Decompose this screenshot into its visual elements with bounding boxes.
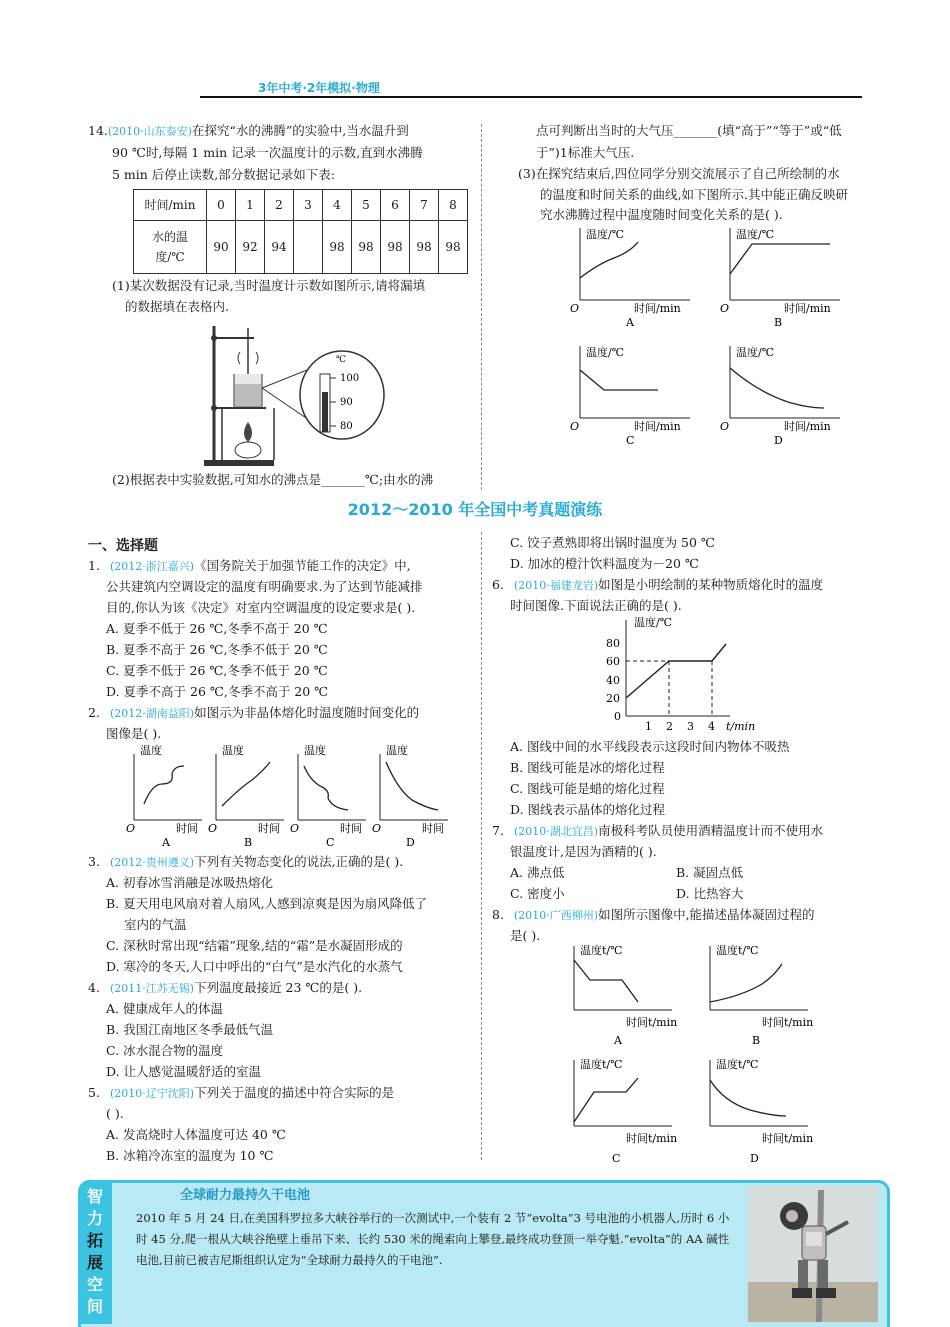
q5-option-d: D. 加冰的橙汁饮料温度为－20 ℃ [510,556,699,571]
graph-x-label: 时间 [176,822,198,835]
table-cell: 3 [294,190,323,221]
q6-option-c: C. 图线可能是蜡的熔化过程 [510,781,665,796]
graph-x-label: 时间t/min [626,1132,678,1145]
q5-source: (2010·辽宁沈阳) [110,1087,195,1100]
subsection-title: 一、选择题 [88,538,158,554]
q7-source: (2010·湖北宜昌) [514,825,599,838]
q14-graph-a [570,227,690,329]
footer-side-char: 智 [86,1187,103,1206]
section-title: 2012～2010 年全国中考真题演练 [347,500,603,519]
graph-x-label: 时间 [422,822,444,835]
graph-x-label: 时间 [258,822,280,835]
q8-graph-d [710,1057,813,1165]
q5-option-c: C. 饺子煮熟即将出锅时温度为 50 ℃ [510,535,715,550]
graph-x-label: 时间t/min [762,1132,814,1145]
footer-side-char: 空 [86,1275,103,1294]
q3-option-a: A. 初春冰雪消融是冰吸热熔化 [106,875,273,890]
table-cell: 8 [439,190,468,221]
boiling-apparatus-figure [196,322,396,470]
graph-origin: O [720,302,730,315]
graph-label-c: C [326,836,335,849]
q14-part3-line2: 的温度和时间关系的曲线,如下图所示.其中能正确反映研 [540,187,848,202]
graph-label-b: B [774,316,783,329]
y-tick-40: 40 [606,674,620,687]
q14-number: 14. [88,123,108,138]
graph-y-label: 温度 [140,744,162,757]
q2-text: 如图示为非晶体熔化时温度随时间变化的 [194,705,420,720]
q5-number: 5. [88,1085,100,1100]
q8-line2: 是( ). [510,928,541,943]
table-header-temp [134,221,207,274]
q8-graphs [566,940,836,1168]
q7-option-d: D. 比热容大 [676,886,744,901]
q3-option-d: D. 寒冷的冬天,人口中呼出的“白气”是水汽化的水蒸气 [106,959,403,974]
q2-line1 [88,703,419,724]
q4-line1 [88,978,362,999]
y-tick-20: 20 [606,692,620,705]
q3-option-b: B. 夏天用电风扇对着人扇风,人感到凉爽是因为扇风降低了 [106,896,428,911]
thermometer-tick-80: 80 [340,421,353,432]
q8-graph-c [574,1057,677,1165]
graph-x-label: 时间/min [784,420,831,433]
graph-y-label: 温度t/℃ [580,944,623,957]
q4-source: (2011·江苏无锡) [110,982,195,995]
graph-label-d: D [774,434,783,447]
table-cell: 92 [236,221,265,274]
q14-line3: 5 min 后停止读数,部分数据记录如下表: [112,167,335,182]
q8-line1 [492,905,815,926]
graph-x-label: 时间 [340,822,362,835]
table-cell: 5 [352,190,381,221]
table-cell: 90 [207,221,236,274]
x-tick-3: 3 [687,720,694,733]
q1-line1 [88,556,411,577]
graph-x-label: 时间t/min [626,1016,678,1029]
x-tick-1: 1 [645,720,652,733]
q14-line2: 90 ℃时,每隔 1 min 记录一次温度计的示数,直到水沸腾 [112,145,423,160]
table-row [134,221,468,274]
q1-option-d: D. 夏季不高于 26 ℃,冬季不高于 20 ℃ [106,684,329,699]
q5-line2: ( ). [106,1106,124,1121]
graph-origin: O [208,822,218,835]
footer-side-char: 间 [86,1297,103,1316]
table-cell: 98 [439,221,468,274]
q2-line2: 图像是( ). [106,726,162,741]
table-cell: 1 [236,190,265,221]
q7-option-b: B. 凝固点低 [676,865,744,880]
q7-number: 7. [492,823,504,838]
q8-text: 如图所示图像中,能描述晶体凝固过程的 [598,907,815,922]
q5-text: 下列关于温度的描述中符合实际的是 [194,1085,395,1100]
thermometer-tick-90: 90 [340,397,353,408]
graph-label-d: D [750,1152,759,1165]
q14-data-table [133,189,468,274]
q6-melting-graph [594,612,794,736]
q14-graph-c [570,345,690,447]
q2-number: 2. [88,705,100,720]
graph-y-label: 温度 [304,744,326,757]
q14-part1-line1: (1)某次数据没有记录,当时温度计示数如图所示,请将漏填 [112,278,426,293]
table-cell: 6 [381,190,410,221]
q3-option-b-cont: 室内的气温 [124,917,187,932]
footer-title: 全球耐力最持久干电池 [180,1188,311,1203]
q6-source: (2010·福建龙岩) [514,579,599,592]
q2-graphs [122,744,462,850]
q6-line2: 时间图像.下面说法正确的是( ). [510,598,682,613]
q14-source: (2010·山东泰安) [107,125,192,138]
table-header-temp-a: 水的温 [151,230,188,244]
q8-graph-b [710,943,813,1047]
q4-number: 4. [88,980,100,995]
x-tick-4: 4 [708,720,715,733]
y-tick-0: 0 [614,710,621,723]
q14-text: 在探究“水的沸腾”的实验中,当水温升到 [191,123,409,138]
footer-side-char: 展 [86,1253,103,1272]
q4-option-b: B. 我国江南地区冬季最低气温 [106,1022,274,1037]
q1-line2: 公共建筑内空调设定的温度有明确要求.为了达到节能减排 [106,579,423,594]
graph-y-label: 温度/℃ [736,346,775,359]
graph-label-b: B [752,1034,761,1047]
q1-number: 1. [88,558,100,573]
table-header-time: 时间/min [134,190,207,221]
table-cell-missing [294,221,323,274]
q2-graph-a [126,744,202,849]
q8-graph-a [574,943,677,1047]
graph-label-a: A [162,836,170,849]
q4-option-c: C. 冰水混合物的温度 [106,1043,224,1058]
graph-y-label: 温度 [222,744,244,757]
q5-option-a: A. 发高烧时人体温度可达 40 ℃ [106,1127,286,1142]
q7-option-c: C. 密度小 [510,886,565,901]
footer-side-label [78,1180,112,1324]
q1-option-c: C. 夏季不低于 26 ℃,冬季不低于 20 ℃ [106,663,328,678]
table-cell: 98 [410,221,439,274]
q6-line1 [492,575,823,596]
q6-number: 6. [492,577,504,592]
graph-x-label: 时间/min [784,302,831,315]
footer-text: 2010 年 5 月 24 日,在美国科罗拉多大峡谷举行的一次测试中,一个装有 2 节“evolta”3 号电池的小机器人,历时 6 小时 45 分,爬一根从大峡谷绝壁上垂吊下来、长约 530 米的绳索向上攀登,最终成功登顶一举夺魁.“evolta”的 AA 碱性电池,目前已被吉尼斯组织认定为“全球耐力最持久的干电池”. [136,1211,730,1267]
footer-side-char: 拓 [86,1231,103,1250]
q1-option-b: B. 夏季不高于 26 ℃,冬季不低于 20 ℃ [106,642,328,657]
q14-part2-line: (2)根据表中实验数据,可知水的沸点是_______℃;由水的沸 [112,472,434,487]
q3-number: 3. [88,854,100,869]
header-title: 3年中考·2年模拟·物理 [258,81,380,95]
graph-y-label: 温度t/℃ [716,1058,759,1071]
q14-part3-line3: 究水沸腾过程中温度随时间变化关系的是( ). [540,207,783,222]
q2-source: (2012·湖南益阳) [110,707,195,720]
graph-origin: O [720,420,730,433]
table-cell: 2 [265,190,294,221]
column-divider-bottom [481,532,482,1160]
q7-line1 [492,821,823,842]
graph-label-a: A [614,1034,622,1047]
q6-text: 如图是小明绘制的某种物质熔化时的温度 [598,577,824,592]
graph-x-label: 时间/min [634,420,681,433]
table-cell: 7 [410,190,439,221]
y-tick-80: 80 [606,637,620,650]
q2-graph-b [208,744,284,849]
thermometer-tick-100: 100 [340,373,360,384]
q8-number: 8. [492,907,504,922]
thermometer-unit: ℃ [336,355,347,365]
table-header-temp-b: 度/℃ [155,250,185,264]
graph-y-label: 温度/℃ [586,346,625,359]
q5-option-b: B. 冰箱冷冻室的温度为 10 ℃ [106,1148,274,1163]
y-tick-60: 60 [606,655,620,668]
graph-y-label: 温度 [386,744,408,757]
q1-line3: 目的,你认为该《决定》对室内空调温度的设定要求是( ). [106,600,416,615]
q7-option-a: A. 沸点低 [510,865,565,880]
q3-text: 下列有关物态变化的说法,正确的是( ). [194,854,404,869]
q14-graph-d [720,345,840,447]
q8-source: (2010·广西柳州) [514,909,599,922]
graph-origin: O [570,302,580,315]
graph-x-label: 时间t/min [762,1016,814,1029]
graph-y-label: 温度/℃ [634,616,673,629]
q3-line1 [88,852,403,873]
q1-text: 《国务院关于加强节能工作的决定》中, [194,558,411,573]
graph-x-label: 时间/min [634,302,681,315]
q1-source: (2012·浙江嘉兴) [110,560,195,573]
column-divider-top [481,124,482,490]
graph-label-c: C [626,434,635,447]
graph-origin: O [570,420,580,433]
q7-line2: 银温度计,是因为酒精的( ). [510,844,657,859]
graph-label-a: A [626,316,634,329]
q4-option-a: A. 健康成年人的体温 [106,1001,223,1016]
footer-side-char: 力 [86,1209,103,1228]
q6-option-a: A. 图线中间的水平线段表示这段时间内物体不吸热 [510,739,790,754]
graph-y-label: 温度t/℃ [580,1058,623,1071]
graph-y-label: 温度t/℃ [716,944,759,957]
table-cell: 98 [381,221,410,274]
graph-label-c: C [612,1152,621,1165]
graph-y-label: 温度/℃ [586,228,625,241]
q2-graph-c [290,744,366,849]
table-cell: 4 [323,190,352,221]
table-cell: 98 [323,221,352,274]
graph-y-label: 温度/℃ [736,228,775,241]
q14-line1 [88,121,409,142]
q2-graph-d [372,744,448,849]
graph-origin: O [372,822,382,835]
q14-right-line2: 于”)1标准大气压. [536,145,635,160]
table-row [134,190,468,221]
table-cell: 0 [207,190,236,221]
q1-option-a: A. 夏季不低于 26 ℃,冬季不高于 20 ℃ [106,621,328,636]
q7-text: 南极科考队员使用酒精温度计而不使用水 [598,823,824,838]
q6-option-b: B. 图线可能是冰的熔化过程 [510,760,665,775]
q6-option-d: D. 图线表示晶体的熔化过程 [510,802,666,817]
table-cell: 94 [265,221,294,274]
q4-option-d: D. 让人感觉温暖舒适的室温 [106,1064,262,1079]
graph-label-b: B [244,836,253,849]
graph-label-d: D [406,836,415,849]
q14-graphs [568,222,878,450]
graph-x-label: t/min [726,720,756,733]
q14-part3-line1: (3)在探究结束后,四位同学分别交流展示了自己所绘制的水 [518,166,840,181]
q4-text: 下列温度最接近 23 ℃的是( ). [194,980,363,995]
graph-origin: O [126,822,136,835]
x-tick-2: 2 [666,720,673,733]
q3-source: (2012·贵州遵义) [110,856,195,869]
table-cell: 98 [352,221,381,274]
q14-part1-line2: 的数据填在表格内. [125,299,229,314]
q14-right-line1: 点可判断出当时的大气压_______(填“高于”“等于”或“低 [536,123,842,138]
graph-origin: O [290,822,300,835]
q5-line1 [88,1083,394,1104]
q3-option-c: C. 深秋时常出现“结霜”现象,结的“霜”是水凝固形成的 [106,938,403,953]
robot-illustration [748,1186,878,1322]
q14-graph-b [720,227,840,329]
header-rule [200,96,862,98]
